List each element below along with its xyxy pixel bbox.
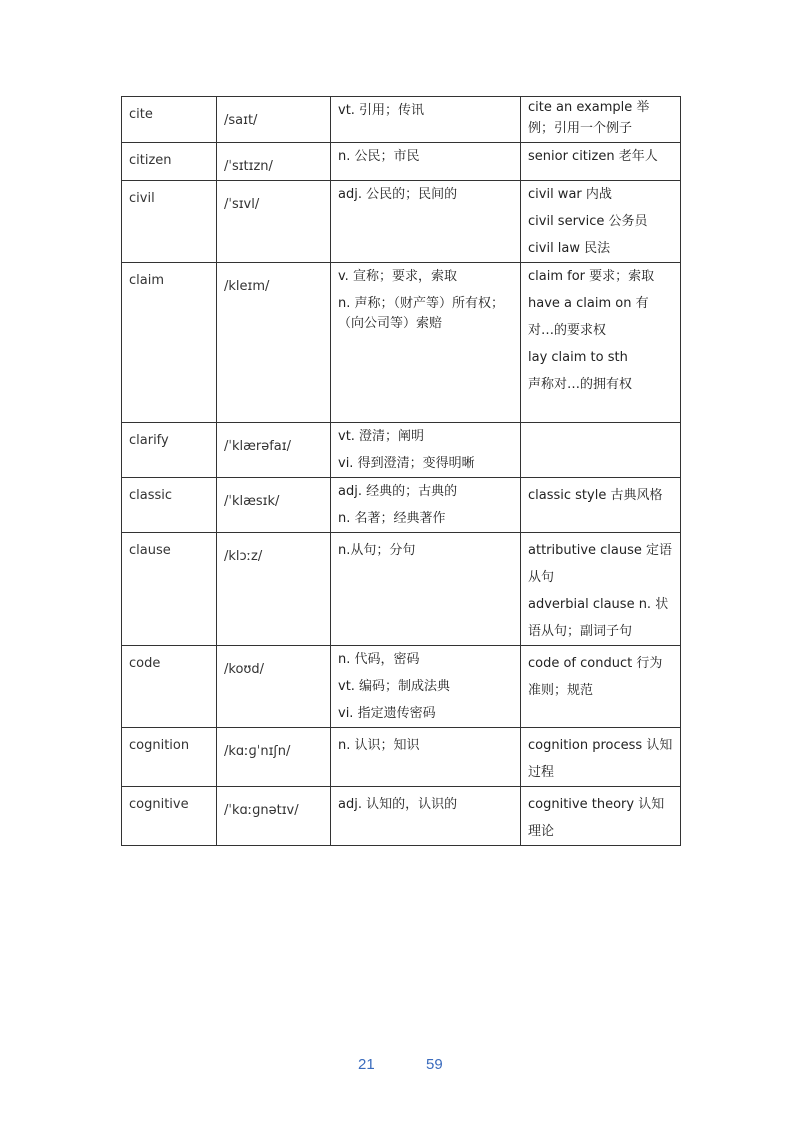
meaning-line: adj. 经典的；古典的 [338, 484, 458, 499]
meaning-cell [331, 97, 521, 143]
meaning-line: vt. 澄清；阐明 [338, 429, 425, 444]
table-row [122, 143, 681, 181]
meaning-line: n. 声称；（财产等）所有权；（向公司等）索赔 [338, 296, 505, 331]
word-cell: cognitive [122, 787, 217, 846]
table-row [122, 728, 681, 787]
meaning-line: adj. 公民的；民间的 [338, 187, 458, 202]
phrase-cell [521, 533, 681, 646]
meaning-line: vt. 引用；传讯 [338, 103, 425, 118]
phonetic-cell: /ˈklæsɪk/ [217, 478, 331, 533]
phrase-cell [521, 263, 681, 423]
phonetic-cell: /ˈklærəfaɪ/ [217, 423, 331, 478]
phonetic-cell: /kleɪm/ [217, 263, 331, 423]
meaning-line: vi. 指定遗传密码 [338, 706, 436, 721]
meaning-line: n. 名著；经典著作 [338, 511, 446, 526]
meaning-line: vi. 得到澄清；变得明晰 [338, 456, 475, 471]
page-number-left: 21 [358, 1056, 375, 1073]
table-row [122, 181, 681, 263]
phrase-cell [521, 143, 681, 181]
phrase-line: civil service 公务员 [528, 214, 648, 229]
meaning-line: vt. 编码；制成法典 [338, 679, 451, 694]
word-cell: cognition [122, 728, 217, 787]
meaning-cell [331, 728, 521, 787]
vocabulary-table-body [122, 97, 681, 846]
phonetic-cell: /ˈsɪtɪzn/ [217, 143, 331, 181]
phrase-line: cognition process 认知过程 [528, 738, 673, 780]
word-cell: citizen [122, 143, 217, 181]
phonetic-cell: /klɔːz/ [217, 533, 331, 646]
phrase-line: civil war 内战 [528, 187, 612, 202]
meaning-cell [331, 533, 521, 646]
table-row [122, 97, 681, 143]
phrase-line: lay claim to sth [528, 350, 628, 365]
phrase-line: 声称对…的拥有权 [528, 377, 633, 392]
phrase-line: attributive clause 定语从句 [528, 543, 673, 585]
word-cell: claim [122, 263, 217, 423]
phrase-line: cite an example 举例；引用一个例子 [528, 100, 650, 136]
word-cell: civil [122, 181, 217, 263]
phonetic-cell: /kɑːɡˈnɪʃn/ [217, 728, 331, 787]
meaning-cell [331, 787, 521, 846]
meaning-line: n. 代码，密码 [338, 652, 420, 667]
phrase-cell [521, 423, 681, 478]
phrase-line: code of conduct 行为准则；规范 [528, 656, 663, 698]
phonetic-cell: /ˈsɪvl/ [217, 181, 331, 263]
phrase-cell [521, 97, 681, 143]
phrase-line: senior citizen 老年人 [528, 149, 658, 164]
phonetic-cell: /saɪt/ [217, 97, 331, 143]
phonetic-cell: /koʊd/ [217, 646, 331, 728]
meaning-cell [331, 263, 521, 423]
word-cell: classic [122, 478, 217, 533]
vocabulary-table [121, 96, 681, 846]
word-cell: clause [122, 533, 217, 646]
meaning-line: v. 宣称；要求，索取 [338, 269, 457, 284]
meaning-line: adj. 认知的，认识的 [338, 797, 458, 812]
word-cell: cite [122, 97, 217, 143]
word-cell: clarify [122, 423, 217, 478]
phrase-line: civil law 民法 [528, 241, 611, 256]
table-row [122, 478, 681, 533]
phrase-cell [521, 787, 681, 846]
table-row [122, 263, 681, 423]
meaning-line: n. 认识；知识 [338, 738, 420, 753]
meaning-cell [331, 478, 521, 533]
table-row [122, 646, 681, 728]
phrase-cell [521, 728, 681, 787]
phrase-line: have a claim on 有对…的要求权 [528, 296, 649, 338]
table-row [122, 787, 681, 846]
phrase-line: classic style 古典风格 [528, 488, 663, 503]
page-footer [0, 1056, 800, 1076]
phrase-line: claim for 要求；索取 [528, 269, 655, 284]
phrase-cell [521, 646, 681, 728]
meaning-line: n.从句；分句 [338, 543, 416, 558]
meaning-cell [331, 143, 521, 181]
page-number-right: 59 [426, 1056, 443, 1073]
word-cell: code [122, 646, 217, 728]
phrase-cell [521, 181, 681, 263]
phrase-line: cognitive theory 认知理论 [528, 797, 665, 839]
phrase-cell [521, 478, 681, 533]
meaning-line: n. 公民；市民 [338, 149, 420, 164]
meaning-cell [331, 181, 521, 263]
phrase-line: adverbial clause n. 状语从句；副词子句 [528, 597, 669, 639]
meaning-cell [331, 646, 521, 728]
meaning-cell [331, 423, 521, 478]
phonetic-cell: /ˈkɑːɡnətɪv/ [217, 787, 331, 846]
table-row [122, 423, 681, 478]
table-row [122, 533, 681, 646]
